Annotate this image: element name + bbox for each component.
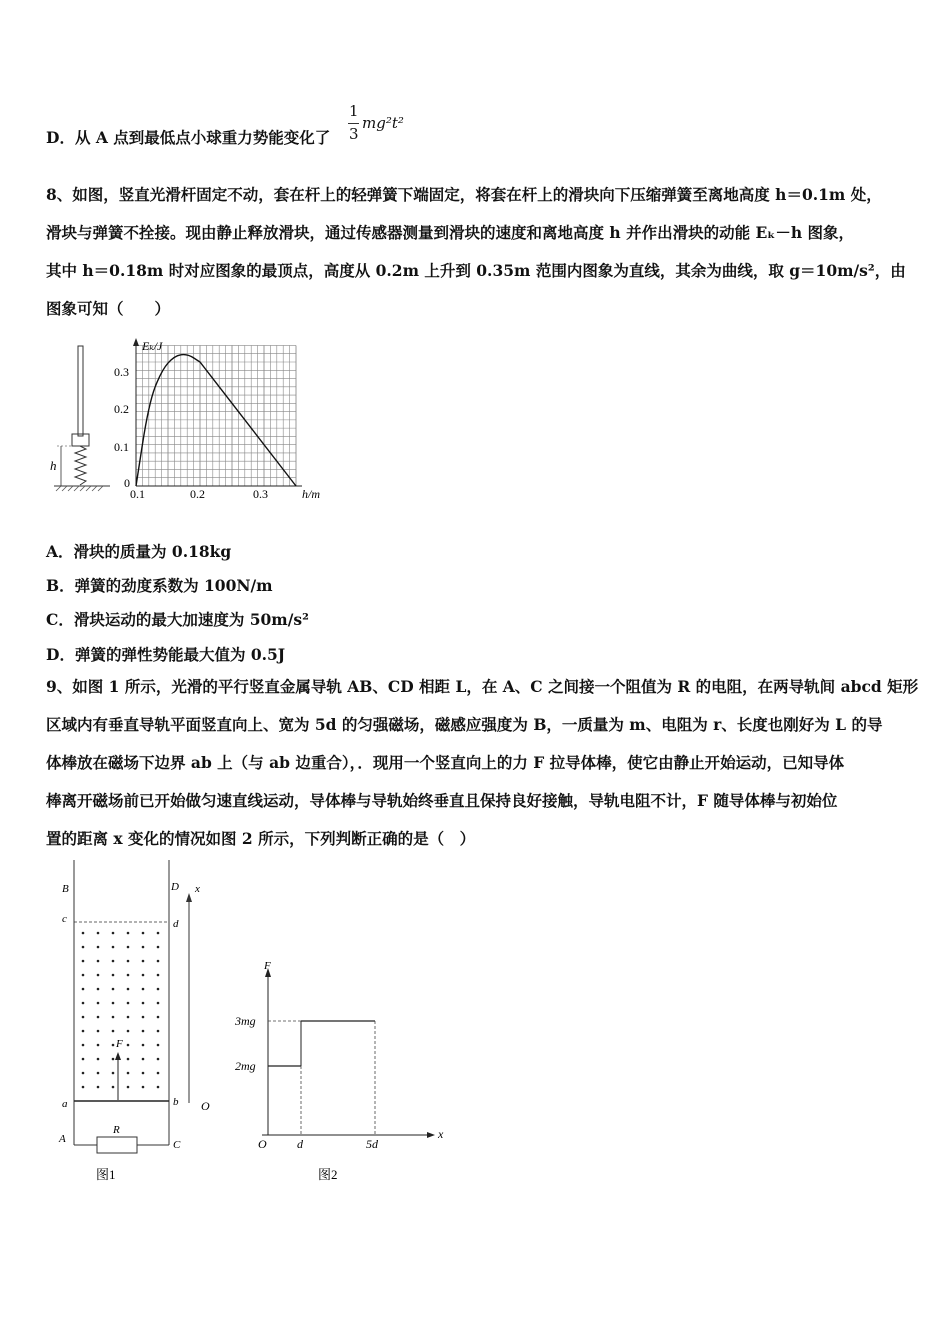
field-dot (97, 1086, 100, 1089)
q8-option-d: D．弹簧的弹性势能最大值为 0.5J (46, 645, 286, 664)
label-O: O (258, 1137, 267, 1151)
y-axis-label: Eₖ/J (142, 339, 163, 353)
y-tick-label: 0.2 (114, 402, 129, 416)
field-dot (157, 1058, 160, 1061)
field-dot (157, 1002, 160, 1005)
label-F: F (264, 960, 271, 972)
field-dot (157, 988, 160, 991)
field-dot (97, 932, 100, 935)
q7-formula (346, 102, 426, 148)
field-dot (82, 974, 85, 977)
field-dot (82, 1044, 85, 1047)
field-dot (112, 988, 115, 991)
y-tick-label: 0.1 (114, 440, 129, 454)
label-3mg: 3mg (235, 1014, 256, 1028)
field-dot (142, 1072, 145, 1075)
field-dot (127, 1002, 130, 1005)
field-dot (82, 946, 85, 949)
field-dot (82, 1016, 85, 1019)
ek-curve (136, 355, 296, 486)
field-dot (97, 946, 100, 949)
field-dot (97, 1058, 100, 1061)
field-dot (142, 1086, 145, 1089)
field-dot (142, 1016, 145, 1019)
x-axis-arrow (427, 1132, 435, 1138)
label-A: A (59, 1133, 66, 1145)
field-dot (82, 988, 85, 991)
field-dot (112, 1044, 115, 1047)
figure-2-caption: 图2 (318, 1167, 338, 1182)
x-tick-label: 0.1 (130, 487, 145, 501)
field-dot (127, 960, 130, 963)
q9-line-4: 棒离开磁场前已开始做匀速直线运动，导体棒与导轨始终垂直且保持良好接触，导轨电阻不计，F 随导体棒与初始位 (46, 791, 838, 810)
field-dot (127, 932, 130, 935)
y-tick-label: 0 (124, 476, 130, 490)
field-dot (157, 1072, 160, 1075)
field-dot (97, 960, 100, 963)
field-dot (97, 974, 100, 977)
field-dot (112, 946, 115, 949)
label-2mg: 2mg (235, 1059, 256, 1073)
field-dot (82, 1058, 85, 1061)
field-dot (97, 1030, 100, 1033)
field-dot (82, 960, 85, 963)
label-d: d (297, 1137, 303, 1151)
q9-stem (46, 668, 919, 858)
label-D: D (171, 881, 179, 893)
field-dot (157, 960, 160, 963)
rod (78, 346, 83, 436)
q8-stem (46, 176, 916, 328)
field-dot (127, 1072, 130, 1075)
q7-option-d-text: D．从 A 点到最低点小球重力势能变化了 (46, 128, 331, 147)
field-dot (127, 1044, 130, 1047)
field-dot (82, 1030, 85, 1033)
field-dot (112, 1030, 115, 1033)
h-label: h (50, 458, 57, 473)
label-F: F (116, 1038, 123, 1050)
ground-hatch (56, 486, 103, 491)
field-dot (157, 946, 160, 949)
field-dot (112, 1072, 115, 1075)
x-axis-arrow (186, 893, 192, 902)
q8-line-1: 8、如图，竖直光滑杆固定不动，套在杆上的轻弹簧下端固定，将套在杆上的滑块向下压缩弹簧至离地高度 h＝0.1m 处， (46, 185, 882, 204)
q8-line-2: 滑块与弹簧不拴接。现由静止释放滑块，通过传感器测量到滑块的速度和离地高度 h 并作出滑块的动能 Eₖ－h 图象， (46, 223, 855, 242)
y-axis-arrow (133, 338, 139, 346)
y-tick-label: 0.3 (114, 365, 129, 379)
field-dot (127, 988, 130, 991)
q9-figure-2 (232, 955, 452, 1190)
field-dot (157, 932, 160, 935)
field-dot (142, 1002, 145, 1005)
q7-option-d (46, 126, 330, 148)
field-dot (112, 974, 115, 977)
field-dot (157, 1086, 160, 1089)
q8-ek-h-chart (110, 334, 340, 504)
q8-spring-figure (48, 340, 118, 500)
field-dot (112, 1016, 115, 1019)
fraction-bar (348, 123, 359, 124)
q8-option-a: A．滑块的质量为 0.18kg (46, 542, 232, 561)
field-dot (142, 1030, 145, 1033)
field-dot (142, 988, 145, 991)
force-arrow-head (115, 1052, 121, 1060)
field-dot (82, 1072, 85, 1075)
field-dot (127, 1030, 130, 1033)
field-dot (127, 1086, 130, 1089)
field-dot (82, 1002, 85, 1005)
field-dot (142, 974, 145, 977)
x-tick-label: 0.2 (190, 487, 205, 501)
field-dot (157, 1016, 160, 1019)
label-R: R (113, 1124, 120, 1136)
resistor-R (97, 1137, 137, 1153)
field-dot (112, 932, 115, 935)
field-dot (127, 974, 130, 977)
formula-body: mg²t² (362, 114, 404, 132)
field-dot (157, 1030, 160, 1033)
label-5d: 5d (366, 1137, 378, 1151)
spring-coil (75, 446, 86, 485)
label-b: b (173, 1096, 179, 1108)
chart-grid (136, 345, 296, 486)
field-dot (112, 1086, 115, 1089)
x-axis-label: h/m (302, 487, 320, 501)
q8-line-4: 图象可知（ ） (46, 299, 171, 318)
q8-line-3: 其中 h＝0.18m 时对应图象的最顶点，高度从 0.2m 上升到 0.35m 范围内图象为直线，其余为曲线，取 g＝10m/s²，由 (46, 261, 906, 280)
q9-line-2: 区域内有垂直导轨平面竖直向上、宽为 5d 的匀强磁场，磁感应强度为 B，一质量为 m、电阻为 r、长度也刚好为 L 的导 (46, 715, 883, 734)
field-dot (142, 960, 145, 963)
field-dot (97, 1002, 100, 1005)
field-dot (112, 1002, 115, 1005)
field-dot (142, 946, 145, 949)
field-dot (142, 932, 145, 935)
label-d: d (173, 918, 179, 930)
x-tick-label: 0.3 (253, 487, 268, 501)
label-c: c (62, 913, 67, 925)
field-dot (127, 946, 130, 949)
q9-line-5: 置的距离 x 变化的情况如图 2 所示，下列判断正确的是（ ） (46, 829, 476, 848)
formula-numerator: 1 (349, 102, 359, 120)
label-O: O (201, 1099, 210, 1113)
field-dot (97, 1072, 100, 1075)
figure-1-caption: 图1 (96, 1167, 116, 1182)
q9-line-3: 体棒放在磁场下边界 ab 上（与 ab 边重合），．现用一个竖直向上的力 F 拉导体棒，使它由静止开始运动，已知导体 (46, 753, 845, 772)
label-x: x (195, 883, 200, 895)
label-C: C (173, 1139, 181, 1151)
field-dot (157, 1044, 160, 1047)
field-dot (97, 1044, 100, 1047)
field-dot (97, 1016, 100, 1019)
formula-denominator: 3 (349, 125, 359, 143)
field-dot (112, 1058, 115, 1061)
magnetic-field-dots (82, 932, 160, 1089)
field-dot (157, 974, 160, 977)
q9-figure-1 (52, 855, 232, 1185)
label-x: x (438, 1127, 444, 1141)
label-a: a (62, 1098, 68, 1110)
q8-option-b: B．弹簧的劲度系数为 100N/m (46, 576, 273, 595)
field-dot (112, 960, 115, 963)
field-dot (127, 1058, 130, 1061)
field-dot (142, 1058, 145, 1061)
field-dot (82, 932, 85, 935)
field-dot (127, 1016, 130, 1019)
field-dot (97, 988, 100, 991)
q9-line-1: 9、如图 1 所示，光滑的平行竖直金属导轨 AB、CD 相距 L，在 A、C 之间接一个阻值为 R 的电阻，在两导轨间 abcd 矩形 (46, 677, 919, 696)
field-dot (82, 1086, 85, 1089)
field-dot (142, 1044, 145, 1047)
label-B: B (62, 883, 69, 895)
q8-option-c: C．滑块运动的最大加速度为 50m/s² (46, 610, 309, 629)
